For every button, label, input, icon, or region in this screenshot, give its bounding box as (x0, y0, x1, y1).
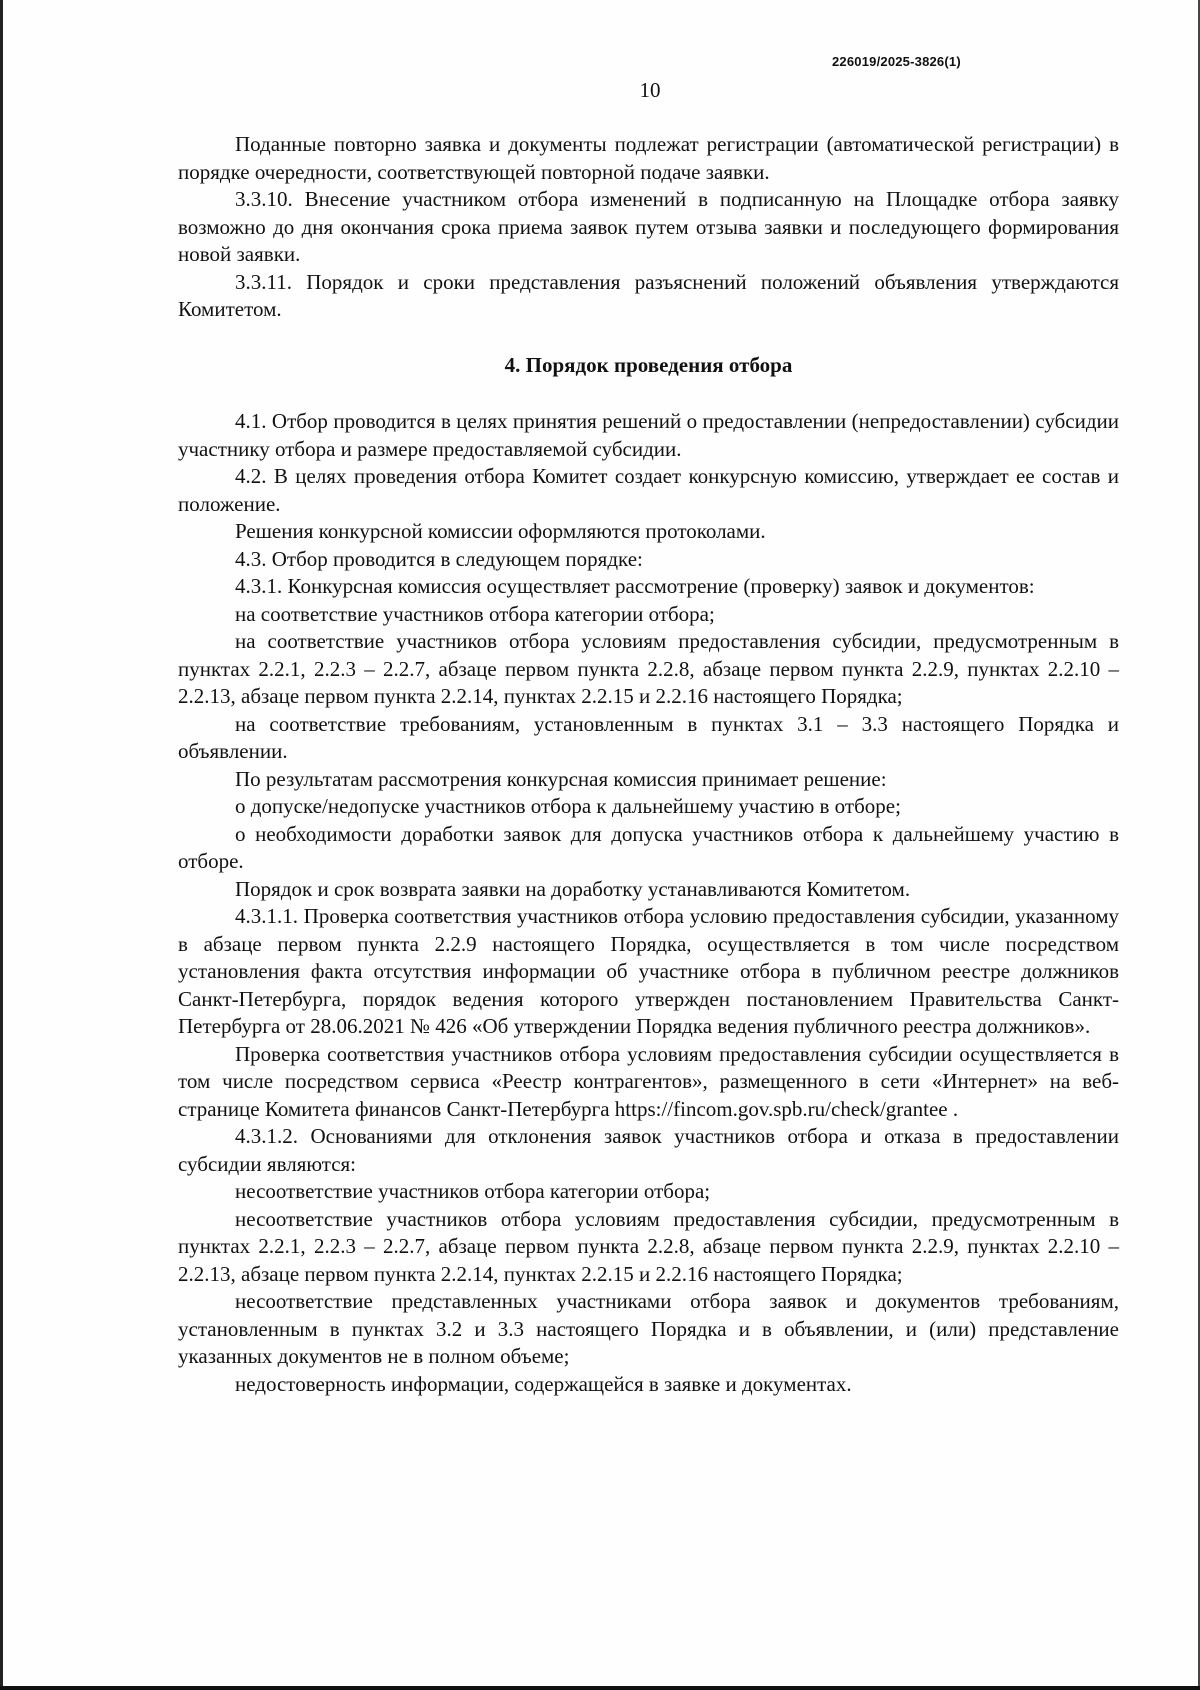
page-number: 10 (639, 78, 661, 102)
paragraph: 4.3.1.1. Проверка соответствия участников отбора условию предоставления субсидии, указанному в абзаце первом пункта 2.2.9 настоящего Порядка, осуществляется в том числе посредством установления факта отсутствия информации об участнике отбора в публичном реестре должников Санкт-Петербурга, порядок ведения которого утвержден постановлением Правительства Санкт-Петербурга от 28.06.2021 № 426 «Об утверждении Порядка ведения публичного реестра должников». (178, 904, 1119, 1038)
paragraph: 4.2. В целях проведения отбора Комитет создает конкурсную комиссию, утверждает ее состав и положение. (178, 464, 1119, 516)
paragraph: несоответствие участников отбора условиям предоставления субсидии, предусмотренным в пунктах 2.2.1, 2.2.3 – 2.2.7, абзаце первом пункта 2.2.8, абзаце первом пункта 2.2.9, пунктах 2.2.10 – 2.2.13, абзаце первом пункта 2.2.14, пунктах 2.2.15 и 2.2.16 настоящего Порядка; (178, 1206, 1119, 1286)
paragraph: о необходимости доработки заявок для допуска участников отбора к дальнейшему участию в отборе. (178, 821, 1119, 873)
paragraph: 4.3.1. Конкурсная комиссия осуществляет рассмотрение (проверку) заявок и документов: (235, 574, 1035, 598)
paragraph: Порядок и срок возврата заявки на доработку устанавливаются Комитетом. (235, 876, 911, 901)
paragraph: на соответствие требованиям, установленным в пунктах 3.1 – 3.3 настоящего Порядка и объявлении. (178, 711, 1119, 763)
paragraph: 3.3.10. Внесение участником отбора изменений в подписанную на Площадке отбора заявку возможно до дня окончания срока приема заявок путем отзыва заявки и последующего формирования новой заявки. (178, 187, 1119, 266)
paragraph: Поданные повторно заявка и документы подлежат регистрации (автоматической регистрации) в порядке очередности, соответствующей повторной подаче заявки. (178, 132, 1119, 184)
paragraph: недостоверность информации, содержащейся в заявке и документах. (235, 1371, 852, 1396)
scan-border-left (0, 0, 3, 1690)
paragraph: 4.3.1.2. Основаниями для отклонения заявок участников отбора и отказа в предоставлении субсидии являются: (178, 1124, 1119, 1176)
paragraph: 4.3. Отбор проводится в следующем порядке: (235, 546, 643, 571)
paragraph: на соответствие участников отбора условиям предоставления субсидии, предусмотренным в пунктах 2.2.1, 2.2.3 – 2.2.7, абзаце первом пункта 2.2.8, абзаце первом пункта 2.2.9, пунктах 2.2.10 – 2.2.13, абзаце первом пункта 2.2.14, пунктах 2.2.15 и 2.2.16 настоящего Порядка; (178, 629, 1119, 708)
paragraph: Проверка соответствия участников отбора условиям предоставления субсидии осуществляется в том числе посредством сервиса «Реестр контрагентов», размещенного в сети «Интернет» на веб-странице Комитета финансов Санкт-Петербурга https://fincom.gov.spb.ru/check/grantee . (178, 1041, 1119, 1121)
registration-number: 226019/2025-3826(1) (832, 54, 961, 69)
paragraph: Решения конкурсной комиссии оформляются протоколами. (235, 519, 766, 543)
document-body (178, 131, 1119, 1398)
scan-border-bottom (0, 1686, 1200, 1690)
section-heading: 4. Порядок проведения отбора (504, 352, 793, 377)
paragraph: несоответствие участников отбора категории отбора; (235, 1179, 711, 1203)
paragraph: на соответствие участников отбора категории отбора; (235, 601, 715, 626)
paragraph: 4.1. Отбор проводится в целях принятия решений о предоставлении (непредоставлении) субсидии участнику отбора и размере предоставляемой субсидии. (178, 409, 1119, 461)
paragraph: несоответствие представленных участниками отбора заявок и документов требованиям, установленным в пунктах 3.2 и 3.3 настоящего Порядка и в объявлении, и (или) представление указанных документов не в полном объеме; (178, 1289, 1119, 1368)
paragraph: 3.3.11. Порядок и сроки представления разъяснений положений объявления утверждаются Комитетом. (178, 269, 1119, 321)
paragraph: По результатам рассмотрения конкурсная комиссия принимает решение: (235, 766, 887, 791)
paragraph: о допуске/недопуске участников отбора к дальнейшему участию в отборе; (235, 794, 901, 818)
